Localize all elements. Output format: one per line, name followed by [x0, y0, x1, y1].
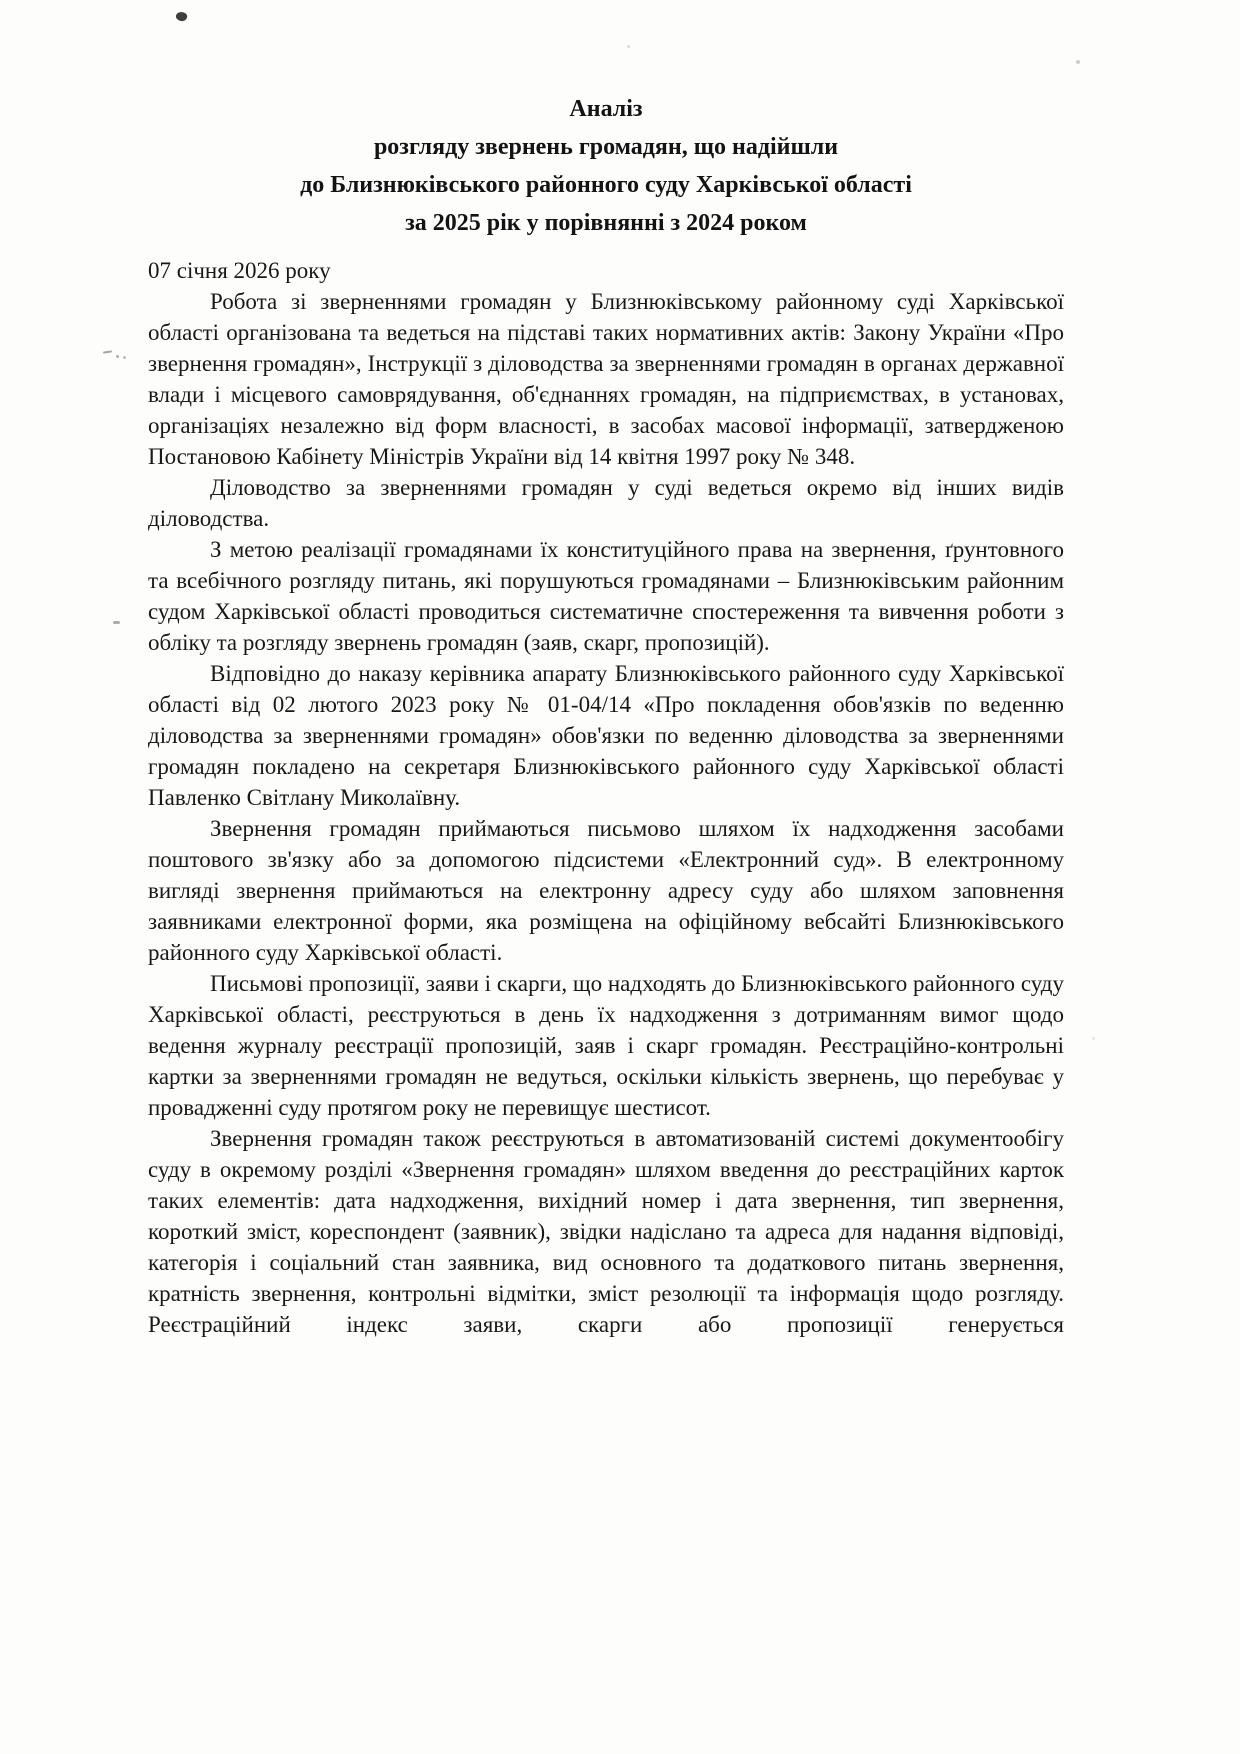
title-line-4: за 2025 рік у порівнянні з 2024 роком [405, 210, 807, 236]
scan-artifact-speck [1076, 60, 1080, 64]
paragraph-6: Письмові пропозиції, заяви і скарги, що надходять до Близнюківського районного суду Харківської області, реєструються в день їх надходження з дотриманням вимог щодо ведення журналу реєстрації пропозицій, заяв і скарг громадян. Реєстраційно-контрольні картки за зверненнями громадян не ведуться, оскільки кількість звернень, що перебуває у провадженні суду протягом року не перевищує шестисот. [148, 971, 1064, 1120]
title-line-3: до Близнюківського районного суду Харківської області [300, 172, 912, 198]
paragraph-2: Діловодство за зверненнями громадян у суді ведеться окремо від інших видів діловодства. [148, 475, 1064, 531]
scan-artifact-margin-mark [103, 350, 112, 353]
title-line-2: розгляду звернень громадян, що надійшли [373, 134, 839, 160]
document-title [148, 90, 1064, 242]
scan-artifact-speck [1092, 1037, 1095, 1040]
paragraph-5: Звернення громадян приймаються письмово шляхом їх надходження засобами поштового зв'язку або за допомогою підсистеми «Електронний суд». В електронному вигляді звернення приймаються на електронну адресу суду або шляхом заповнення заявниками електронної форми, яка розміщена на офіційному вебсайті Близнюківського районного суду Харківської області. [148, 816, 1064, 965]
document-body [148, 255, 1064, 1340]
paragraph-7: Звернення громадян також реєструються в автоматизованій системі документообігу суду в окремому розділі «Звернення громадян» шляхом введення до реєстраційних карток таких елементів: дата надходження, вихідний номер і дата звернення, тип звернення, короткий зміст, кореспондент (заявник), звідки надіслано та адреса для надання відповіді, категорія і соціальний стан заявника, вид основного та додаткового питань звернення, кратність звернення, контрольні відмітки, зміст резолюції та інформація щодо розгляду. Реєстраційний індекс заяви, скарги або пропозиції генерується [148, 1126, 1064, 1337]
date-line: 07 січня 2026 року [148, 258, 331, 283]
paragraph-1: Робота зі зверненнями громадян у Близнюківському районному суді Харківської області організована та ведеться на підставі таких нормативних актів: Закону України «Про звернення громадян», Інструкції з діловодства за зверненнями громадян в органах державної влади і місцевого самоврядування, об'єднаннях громадян, на підприємствах, в установах, організаціях незалежно від форм власності, в засобах масової інформації, затвердженою Постановою Кабінету Міністрів України від 14 квітня 1997 року № 348. [148, 289, 1064, 469]
document-content [148, 0, 1064, 1340]
scan-artifact-margin-dot [123, 356, 126, 359]
paragraph-3: З метою реалізації громадянами їх конституційного права на звернення, ґрунтовного та всебічного розгляду питань, які порушуються громадянами – Близнюківським районним судом Харківської області проводиться систематичне спостереження та вивчення роботи з обліку та розгляду звернень громадян (заяв, скарг, пропозицій). [148, 537, 1064, 655]
paragraph-4: Відповідно до наказу керівника апарату Близнюківського районного суду Харківської області від 02 лютого 2023 року № 01-04/14 «Про покладення обов'язків по веденню діловодства за зверненнями громадян» обов'язки по веденню діловодства за зверненнями громадян покладено на секретаря Близнюківського районного суду Харківської області Павленко Світлану Миколаївну. [148, 661, 1064, 810]
scan-artifact-margin-dot [116, 355, 119, 358]
scan-artifact-edge-mark [113, 621, 120, 624]
title-line-1: Аналіз [569, 96, 643, 122]
